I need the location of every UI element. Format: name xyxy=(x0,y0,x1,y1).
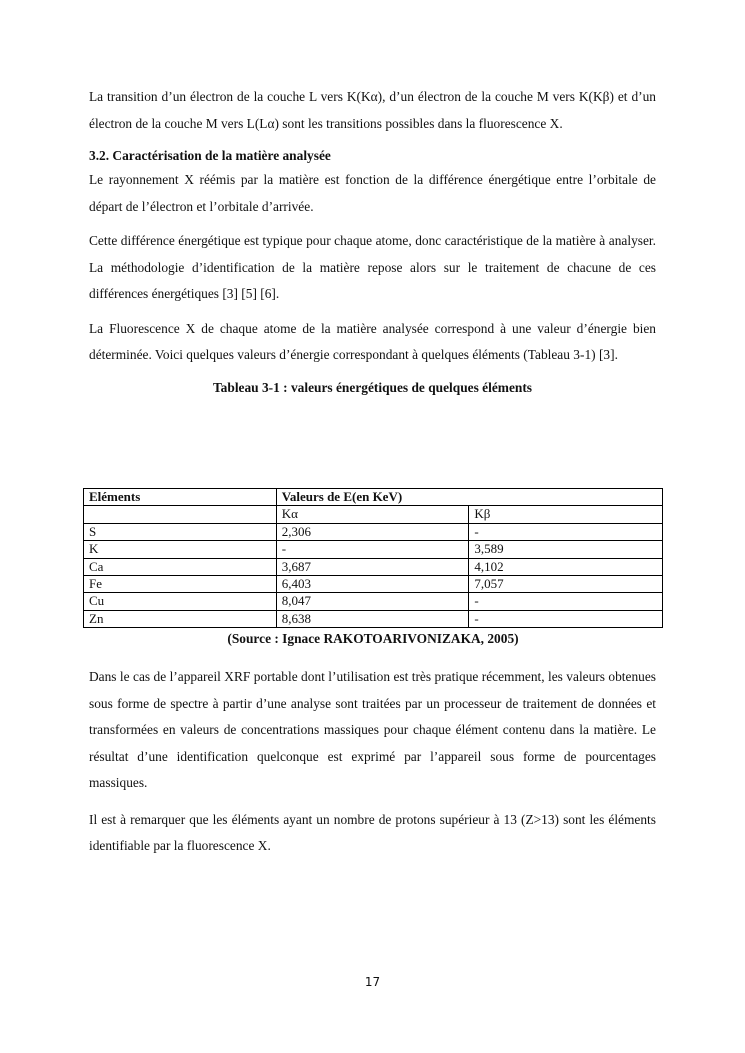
table-row xyxy=(84,523,663,540)
cell-element: S xyxy=(84,523,277,540)
cell-kb: - xyxy=(469,523,663,540)
table-row xyxy=(84,575,663,592)
table-row xyxy=(84,541,663,558)
cell-element: Ca xyxy=(84,558,277,575)
cell-kb: 3,589 xyxy=(469,541,663,558)
table-row xyxy=(84,610,663,627)
after-table-text xyxy=(89,664,656,870)
table-subheader-row xyxy=(84,506,663,523)
subheader-empty xyxy=(84,506,277,523)
section-paragraph-2: Cette différence énergétique est typique pour chaque atome, donc caractéristique de la matière à analyser. La méthodologie d’identification de la matière repose alors sur le traitement de chacune de ces différences énergétiques [3] [5] [6]. xyxy=(89,233,656,301)
after-paragraph-2: Il est à remarquer que les éléments ayant un nombre de protons supérieur à 13 (Z>13) sont les éléments identifiable par la fluorescence X. xyxy=(89,811,656,853)
table-row xyxy=(84,558,663,575)
subheader-ka: Kα xyxy=(276,506,469,523)
cell-kb: 7,057 xyxy=(469,575,663,592)
subheader-kb: Kβ xyxy=(469,506,663,523)
header-elements: Eléments xyxy=(84,489,277,506)
table-source: (Source : Ignace RAKOTOARIVONIZAKA, 2005) xyxy=(227,631,519,646)
table-header-row xyxy=(84,489,663,506)
section-heading: 3.2. Caractérisation de la matière analysée xyxy=(89,148,331,163)
cell-kb: - xyxy=(469,593,663,610)
intro-paragraph: La transition d’un électron de la couche L vers K(Kα), d’un électron de la couche M vers K(Kβ) et d’un électron de la couche M vers L(Lα) sont les transitions possibles dans la fluorescence X. xyxy=(89,89,656,131)
cell-ka: 8,638 xyxy=(276,610,469,627)
table-caption: Tableau 3-1 : valeurs énergétiques de quelques éléments xyxy=(212,379,532,395)
cell-ka: 8,047 xyxy=(276,593,469,610)
cell-ka: 6,403 xyxy=(276,575,469,592)
cell-ka: - xyxy=(276,541,469,558)
after-paragraph-1: Dans le cas de l’appareil XRF portable dont l’utilisation est très pratique récemment, les valeurs obtenues sous forme de spectre à partir d’une analyse sont traitées par un processeur de traitement de données et transformées en valeurs de concentrations massiques pour chaque élément contenu dans la matière. Le résultat d’une identification quelconque est exprimé par l’appareil sous forme de pourcentages massiques. xyxy=(89,669,656,790)
cell-element: Zn xyxy=(84,610,277,627)
cell-ka: 3,687 xyxy=(276,558,469,575)
table-row xyxy=(84,593,663,610)
section-paragraph-1: Le rayonnement X réémis par la matière est fonction de la différence énergétique entre l’orbitale de départ de l’électron et l’orbitale d’arrivée. xyxy=(89,172,656,214)
cell-ka: 2,306 xyxy=(276,523,469,540)
page-number: 17 xyxy=(364,975,381,989)
cell-element: K xyxy=(84,541,277,558)
cell-element: Cu xyxy=(84,593,277,610)
cell-element: Fe xyxy=(84,575,277,592)
energy-table xyxy=(83,488,663,628)
cell-kb: - xyxy=(469,610,663,627)
cell-kb: 4,102 xyxy=(469,558,663,575)
page-body xyxy=(89,84,656,409)
section-paragraph-3: La Fluorescence X de chaque atome de la matière analysée correspond à une valeur d’énergie bien déterminée. Voici quelques valeurs d’énergie correspondant à quelques éléments (Tableau 3-1) [3]. xyxy=(89,320,656,362)
header-values: Valeurs de E(en KeV) xyxy=(276,489,662,506)
